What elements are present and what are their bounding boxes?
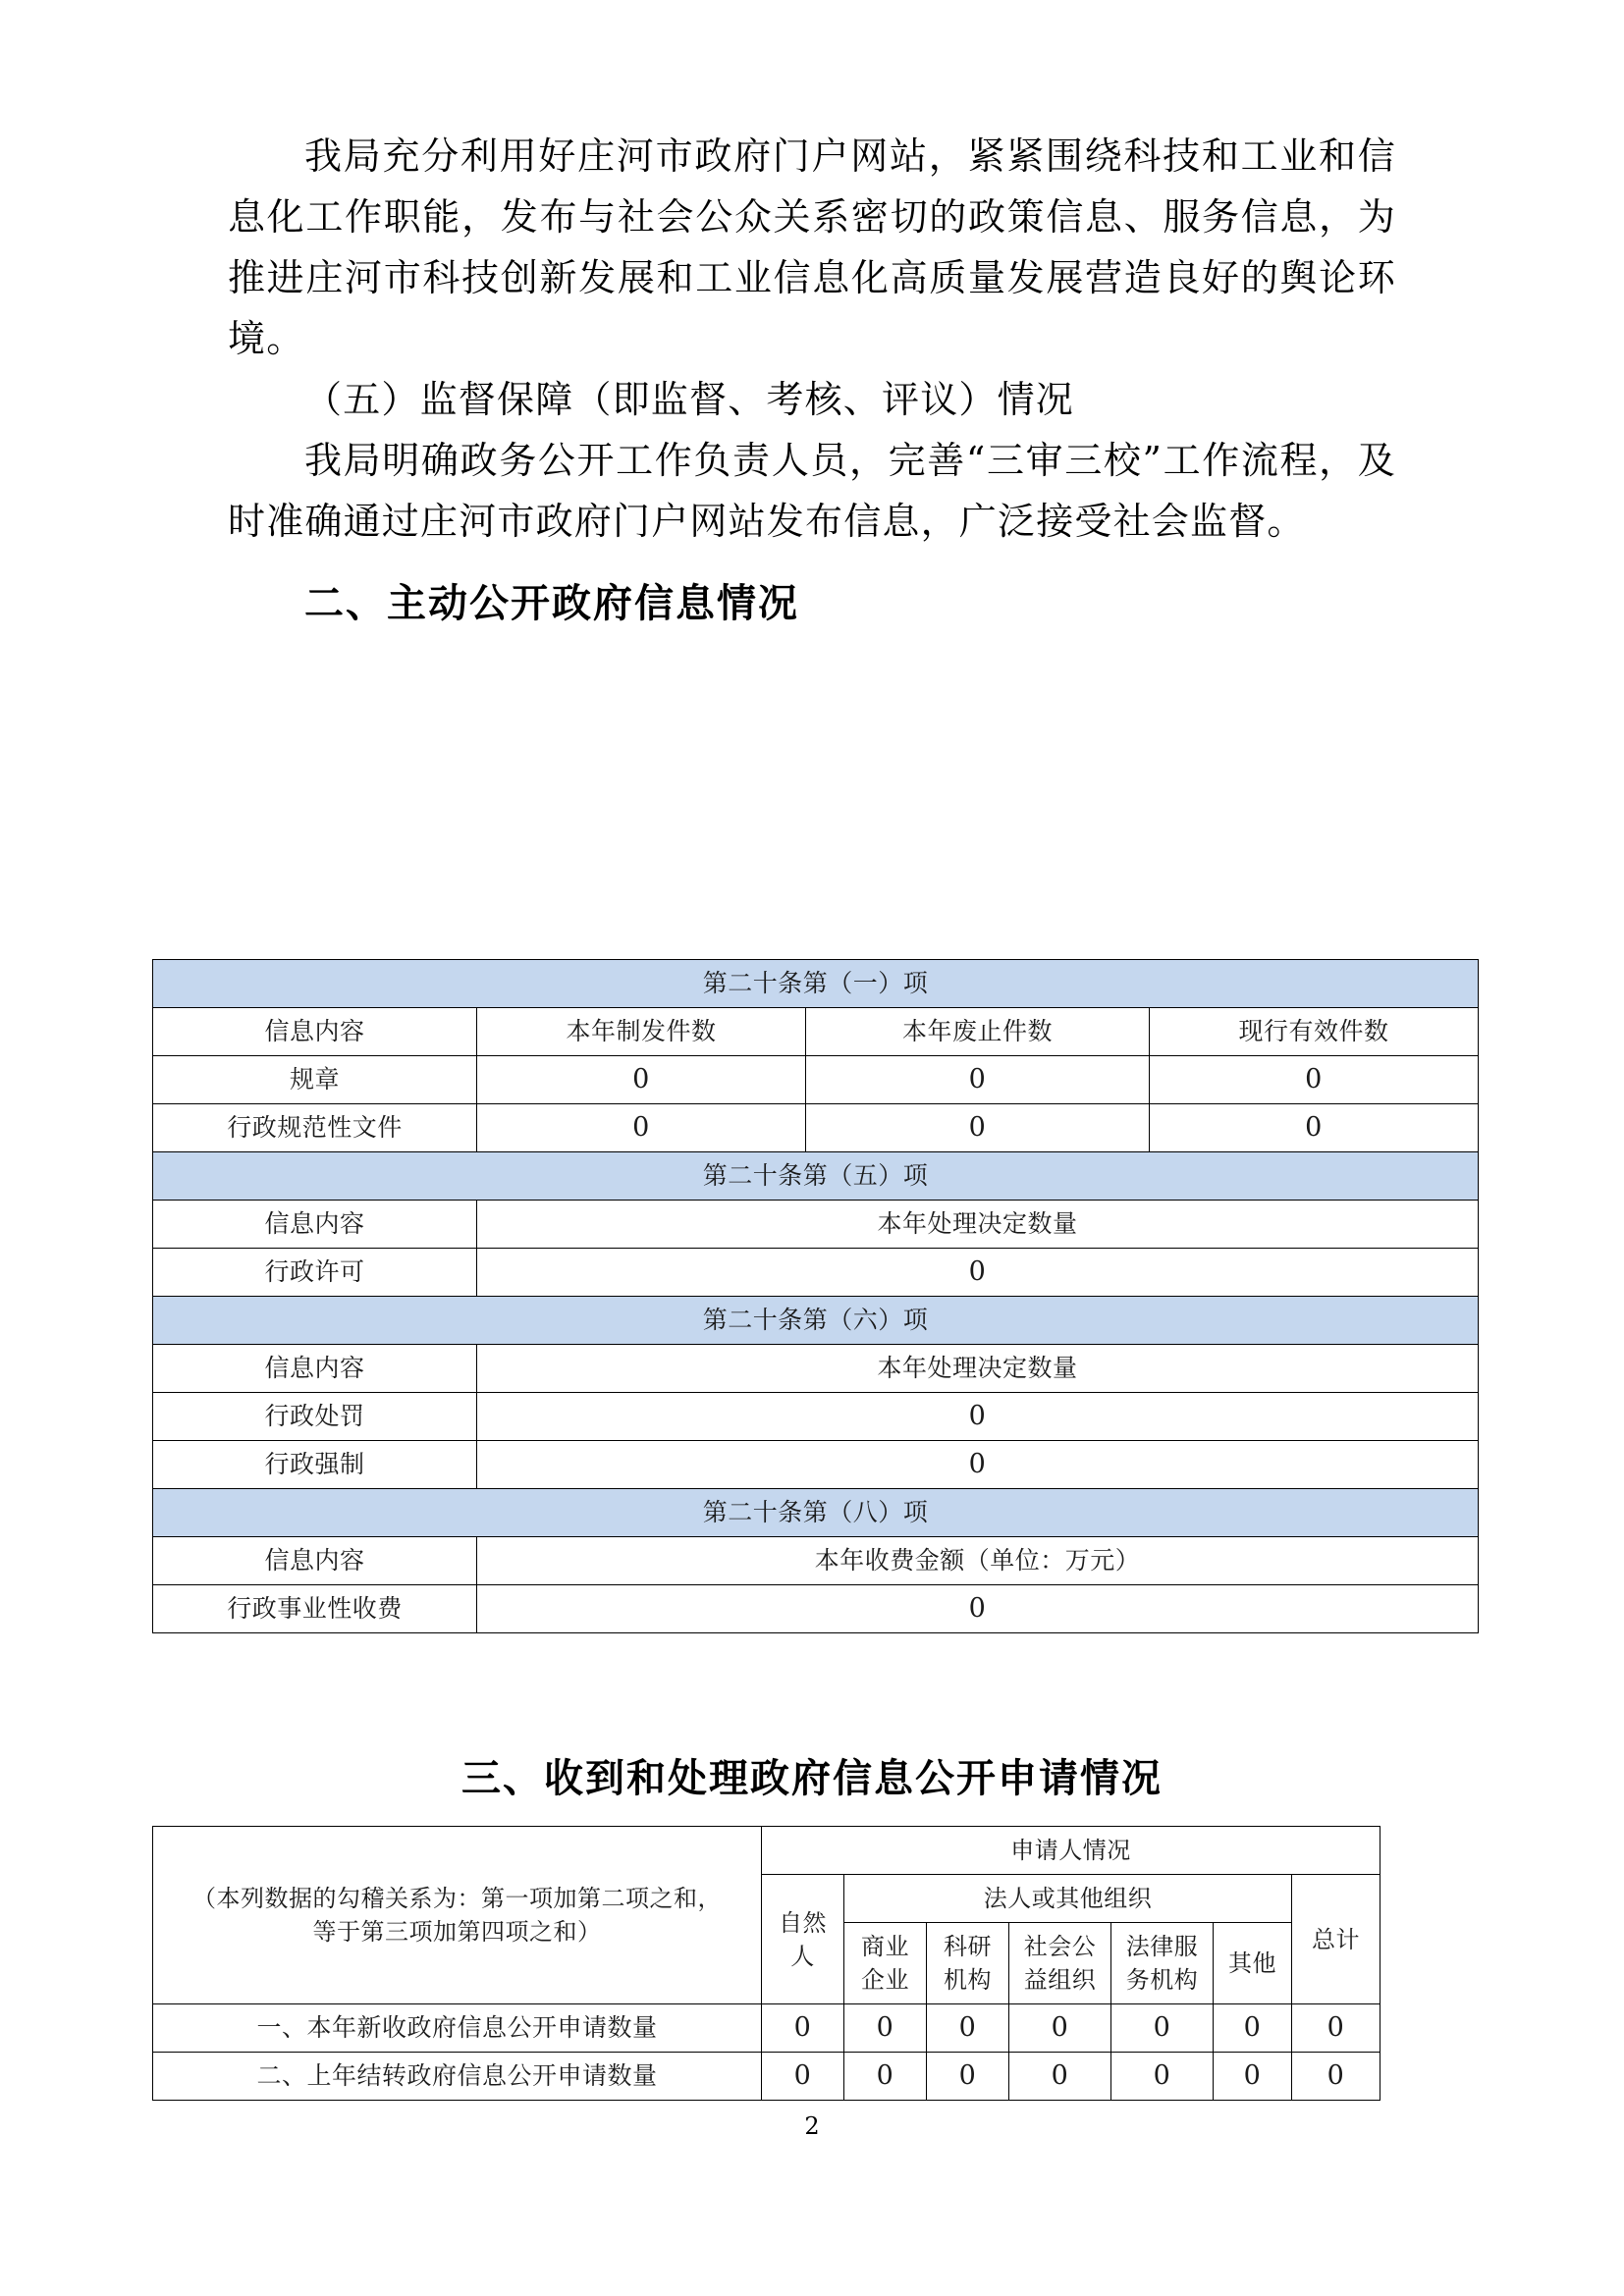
cell-value: 0	[477, 1056, 806, 1104]
table-proactive-disclosure-wrapper	[152, 959, 1479, 1633]
row-label-administrative-penalty: 行政处罚	[153, 1393, 477, 1441]
paragraph-supervision-body: 我局明确政务公开工作负责人员，完善“三审三校”工作流程，及时准确通过庄河市政府门户网站发布信息，广泛接受社会监督。	[228, 439, 1397, 543]
row-label-normative-documents: 行政规范性文件	[153, 1104, 477, 1152]
cell-value: 0	[1111, 2053, 1214, 2101]
cell-value: 0	[927, 2053, 1009, 2101]
table-row-band	[153, 1489, 1479, 1537]
prose-block	[228, 126, 1396, 644]
section-heading-two: 二、主动公开政府信息情况	[304, 581, 799, 626]
cell-value: 0	[1292, 2053, 1380, 2101]
header-info-content-1: 信息内容	[153, 1008, 477, 1056]
applications-note	[153, 1827, 762, 2004]
table-applications	[152, 1826, 1380, 2101]
cell-value: 0	[1150, 1104, 1479, 1152]
row-label-administrative-coercion: 行政强制	[153, 1441, 477, 1489]
table-row	[153, 2004, 1380, 2053]
paragraph-web-portal: 我局充分利用好庄河市政府门户网站，紧紧围绕科技和工业和信息化工作职能，发布与社会公众关系密切的政策信息、服务信息，为推进庄河市科技创新发展和工业信息化高质量发展营造良好的舆论环境。	[228, 134, 1396, 360]
header-legal-service-org-line-2: 务机构	[1125, 1966, 1199, 1994]
cell-value: 0	[806, 1104, 1150, 1152]
header-issued-count: 本年制发件数	[477, 1008, 806, 1056]
table-row-band	[153, 1152, 1479, 1201]
cell-value: 0	[1009, 2004, 1111, 2053]
page-number: 2	[804, 2112, 820, 2140]
table-row-header	[153, 1827, 1380, 1875]
header-other: 其他	[1214, 1923, 1292, 2004]
section-heading-three: 三、收到和处理政府信息公开申请情况	[461, 1756, 1163, 1801]
cell-value: 0	[477, 1104, 806, 1152]
header-legal-entity: 法人或其他组织	[844, 1875, 1292, 1923]
row-label-new-applications: 一、本年新收政府信息公开申请数量	[153, 2004, 762, 2053]
row-label-carried-over-applications: 二、上年结转政府信息公开申请数量	[153, 2053, 762, 2101]
table-applications-wrapper	[152, 1826, 1380, 2101]
cell-value: 0	[1292, 2004, 1380, 2053]
header-applicant-situation: 申请人情况	[762, 1827, 1380, 1875]
header-commercial-enterprise-line-1: 商业	[861, 1933, 909, 1960]
table-row	[153, 1441, 1479, 1489]
cell-value: 0	[1111, 2004, 1214, 2053]
header-research-institution	[927, 1923, 1009, 2004]
table-row-header	[153, 1537, 1479, 1585]
header-public-welfare-org-line-2: 益组织	[1023, 1966, 1097, 1994]
table-row-header	[153, 1201, 1479, 1249]
table-row-band	[153, 960, 1479, 1008]
header-fee-amount: 本年收费金额（单位：万元）	[477, 1537, 1479, 1585]
header-effective-count: 现行有效件数	[1150, 1008, 1479, 1056]
header-legal-service-org-line-1: 法律服	[1125, 1933, 1199, 1960]
cell-value: 0	[927, 2004, 1009, 2053]
header-total: 总计	[1292, 1875, 1380, 2004]
band-article-20-1: 第二十条第（一）项	[153, 960, 1479, 1008]
row-label-regulations: 规章	[153, 1056, 477, 1104]
header-public-welfare-org-line-1: 社会公	[1023, 1933, 1097, 1960]
row-label-administrative-fees: 行政事业性收费	[153, 1585, 477, 1633]
row-label-administrative-license: 行政许可	[153, 1249, 477, 1297]
header-decisions-count-6: 本年处理决定数量	[477, 1345, 1479, 1393]
header-info-content-4: 信息内容	[153, 1537, 477, 1585]
header-research-institution-line-2: 机构	[944, 1966, 992, 1994]
band-article-20-5: 第二十条第（五）项	[153, 1152, 1479, 1201]
header-commercial-enterprise-line-2: 企业	[861, 1966, 909, 1994]
table-row-header	[153, 1008, 1479, 1056]
cell-value: 0	[806, 1056, 1150, 1104]
cell-value: 0	[844, 2053, 927, 2101]
table-row	[153, 1104, 1479, 1152]
cell-value: 0	[762, 2053, 844, 2101]
band-article-20-8: 第二十条第（八）项	[153, 1489, 1479, 1537]
cell-value: 0	[1214, 2053, 1292, 2101]
header-legal-service-org	[1111, 1923, 1214, 2004]
cell-value: 0	[844, 2004, 927, 2053]
header-commercial-enterprise	[844, 1923, 927, 2004]
table-proactive-disclosure	[152, 959, 1479, 1633]
header-abolished-count: 本年废止件数	[806, 1008, 1150, 1056]
header-natural-person: 自然人	[762, 1875, 844, 2004]
header-public-welfare-org	[1009, 1923, 1111, 2004]
cell-value: 0	[477, 1585, 1479, 1633]
cell-value: 0	[1009, 2053, 1111, 2101]
cell-value: 0	[477, 1249, 1479, 1297]
header-research-institution-line-1: 科研	[944, 1933, 992, 1960]
table-row-band	[153, 1297, 1479, 1345]
header-info-content-3: 信息内容	[153, 1345, 477, 1393]
note-line-1: （本列数据的勾稽关系为：第一项加第二项之和，	[192, 1885, 722, 1912]
table-row	[153, 1056, 1479, 1104]
table-row	[153, 2053, 1380, 2101]
table-row	[153, 1393, 1479, 1441]
note-line-2: 等于第三项加第四项之和）	[312, 1918, 602, 1946]
cell-value: 0	[477, 1441, 1479, 1489]
band-article-20-6: 第二十条第（六）项	[153, 1297, 1479, 1345]
cell-value: 0	[1150, 1056, 1479, 1104]
table-row	[153, 1585, 1479, 1633]
cell-value: 0	[1214, 2004, 1292, 2053]
table-row	[153, 1249, 1479, 1297]
paragraph-supervision-subheading: （五）监督保障（即监督、考核、评议）情况	[304, 378, 1075, 421]
cell-value: 0	[477, 1393, 1479, 1441]
cell-value: 0	[762, 2004, 844, 2053]
table-row-header	[153, 1345, 1479, 1393]
header-info-content-2: 信息内容	[153, 1201, 477, 1249]
header-decisions-count-5: 本年处理决定数量	[477, 1201, 1479, 1249]
